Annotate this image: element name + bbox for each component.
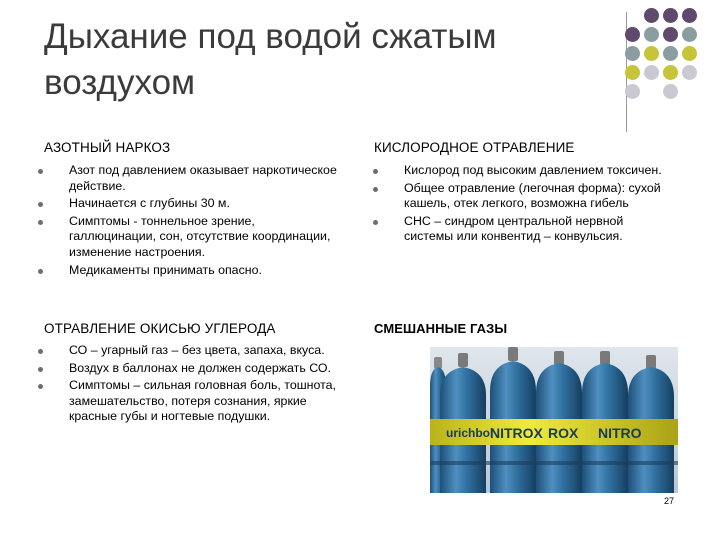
dot bbox=[663, 65, 678, 80]
bullet-icon bbox=[38, 349, 43, 354]
dot bbox=[644, 8, 659, 23]
list-item-text: Симптомы – сильная головная боль, тошнота, замешательство, потеря сознания, яркие красные губы и ногтевые подушки. bbox=[69, 378, 336, 424]
dot bbox=[663, 8, 678, 23]
bullet-icon bbox=[38, 202, 43, 207]
list-item bbox=[373, 181, 663, 212]
section-heading-co: ОТРАВЛЕНИЕ ОКИСЬЮ УГЛЕРОДА bbox=[44, 321, 276, 336]
list-item bbox=[38, 343, 350, 359]
section-heading-nitrogen: АЗОТНЫЙ НАРКОЗ bbox=[44, 140, 171, 155]
list-item-text: Азот под давлением оказывает наркотическое действие. bbox=[69, 163, 337, 193]
list-item bbox=[38, 196, 338, 212]
dot bbox=[644, 65, 659, 80]
nitrogen-bullet-list bbox=[38, 163, 338, 280]
list-item-text: Кислород под высоким давлением токсичен. bbox=[404, 163, 662, 177]
scuba-cylinders-photo bbox=[430, 347, 678, 493]
list-item-text: СНС – синдром центральной нервной системы или конвентид – конвульсия. bbox=[404, 213, 624, 244]
dot bbox=[644, 27, 659, 42]
dot bbox=[625, 84, 640, 99]
list-item-text: Воздух в баллонах не должен содержать СО. bbox=[69, 360, 331, 375]
dot bbox=[625, 65, 640, 80]
page-number: 27 bbox=[664, 496, 675, 506]
bullet-icon bbox=[38, 220, 43, 225]
dot bbox=[625, 27, 640, 42]
bullet-icon bbox=[373, 187, 378, 192]
decorative-dot-grid bbox=[636, 8, 716, 108]
list-item bbox=[38, 361, 350, 377]
list-item-text: Симптомы - тоннельное зрение, галлюцинации, сон, отсутствие координации, изменение настроения. bbox=[69, 213, 331, 259]
cylinder-label-3: ROX bbox=[548, 425, 579, 441]
slide-title bbox=[44, 14, 604, 106]
dot bbox=[682, 65, 697, 80]
dot bbox=[682, 8, 697, 23]
oxygen-bullet-list bbox=[373, 163, 663, 247]
section-heading-oxygen: КИСЛОРОДНОЕ ОТРАВЛЕНИЕ bbox=[374, 140, 575, 155]
list-item-text: Начинается с глубины 30 м. bbox=[69, 196, 230, 211]
slide-title-line-2: воздухом bbox=[44, 63, 196, 102]
list-item bbox=[373, 214, 663, 245]
dot bbox=[663, 27, 678, 42]
list-item-text: Общее отравление (легочная форма): сухой кашель, отек легкого, возможна гибель bbox=[404, 180, 661, 211]
bullet-icon bbox=[38, 169, 43, 174]
slide-title-line-1: Дыхание под водой сжатым bbox=[44, 17, 497, 56]
cylinder-label-1: urichbol bbox=[446, 426, 494, 440]
list-item bbox=[38, 378, 350, 425]
bullet-icon bbox=[373, 220, 378, 225]
dot bbox=[682, 46, 697, 61]
list-item bbox=[373, 163, 663, 179]
dot bbox=[682, 27, 697, 42]
cylinder-label-2: NITROX bbox=[490, 425, 543, 441]
dot bbox=[663, 46, 678, 61]
list-item-text: СО – угарный газ – без цвета, запаха, вкуса. bbox=[69, 343, 325, 357]
list-item-text: Медикаменты принимать опасно. bbox=[69, 262, 262, 277]
dot bbox=[625, 46, 640, 61]
list-item bbox=[38, 214, 338, 261]
list-item bbox=[38, 263, 338, 279]
bullet-icon bbox=[38, 367, 43, 372]
dot bbox=[644, 46, 659, 61]
co-bullet-list bbox=[38, 343, 350, 427]
section-heading-mixed: СМЕШАННЫЕ ГАЗЫ bbox=[374, 321, 508, 336]
cylinder-label-4: NITRO bbox=[598, 425, 642, 441]
bullet-icon bbox=[38, 269, 43, 274]
dot bbox=[663, 84, 678, 99]
bullet-icon bbox=[373, 169, 378, 174]
list-item bbox=[38, 163, 338, 194]
bullet-icon bbox=[38, 384, 43, 389]
